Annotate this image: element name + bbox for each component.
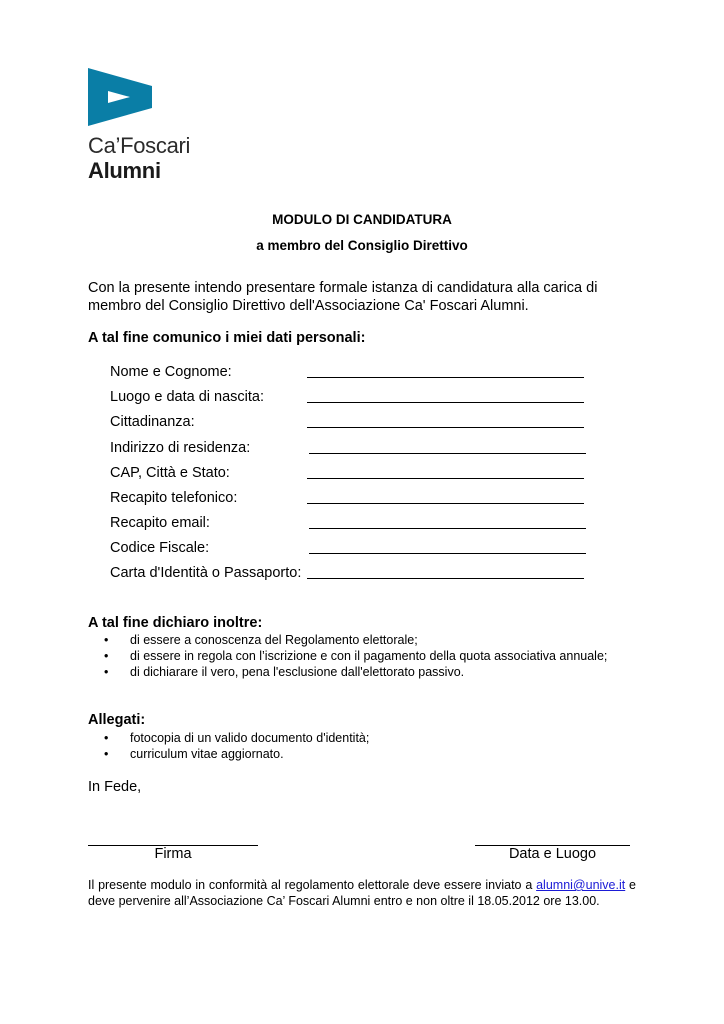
- list-item: • di essere a conoscenza del Regolamento elettorale;: [104, 632, 636, 648]
- field-line-id-document[interactable]: [307, 578, 584, 579]
- brand-name: Ca’Foscari: [88, 133, 191, 158]
- field-label-cap: CAP, Città e Stato:: [110, 465, 230, 481]
- form-title: MODULO DI CANDIDATURA: [272, 212, 452, 227]
- email-link[interactable]: alumni@unive.it: [536, 878, 626, 892]
- field-label-email: Recapito email:: [110, 515, 210, 531]
- field-label-address: Indirizzo di residenza:: [110, 440, 251, 456]
- foscari-logo-icon: [88, 68, 152, 126]
- footer-note: [88, 877, 636, 909]
- field-line-name[interactable]: [307, 377, 584, 378]
- field-line-tax-code[interactable]: [309, 553, 586, 554]
- list-item: • di essere in regola con l’iscrizione e con il pagamento della quota associativa annuale;: [104, 648, 636, 664]
- field-label-tax-code: Codice Fiscale:: [110, 540, 210, 556]
- list-item: • curriculum vitae aggiornato.: [104, 746, 636, 762]
- list-item: • fotocopia di un valido documento d'identità;: [104, 730, 636, 746]
- attachments-list: [104, 730, 636, 762]
- field-line-address[interactable]: [309, 453, 586, 454]
- field-line-birth[interactable]: [307, 402, 584, 403]
- field-label-phone: Recapito telefonico:: [110, 490, 238, 506]
- list-item: • di dichiarare il vero, pena l'esclusione dall'elettorato passivo.: [104, 664, 636, 680]
- signature-label: Firma: [154, 846, 192, 862]
- intro-paragraph: Con la presente intendo presentare formale istanza di candidatura alla carica di membro del Consiglio Direttivo dell'Associazione Ca' Foscari Alumni.: [88, 280, 598, 314]
- footer-text-before: Il presente modulo in conformità al regolamento elettorale deve essere inviato a: [88, 878, 533, 892]
- footer-text-after: e deve pervenire all’Associazione Ca’ Foscari Alumni entro e non oltre il 18.05.2012 ore 13.00.: [88, 878, 636, 908]
- personal-data-heading: A tal fine comunico i miei dati personali:: [88, 330, 366, 346]
- date-place-label: Data e Luogo: [508, 846, 597, 862]
- field-line-cap[interactable]: [307, 478, 584, 479]
- field-line-email[interactable]: [309, 528, 586, 529]
- field-label-birth: Luogo e data di nascita:: [110, 389, 264, 405]
- declarations-list: [104, 632, 636, 680]
- declarations-heading: A tal fine dichiaro inoltre:: [88, 615, 263, 631]
- closing-text: In Fede,: [88, 779, 142, 795]
- brand-subname: Alumni: [88, 158, 161, 183]
- field-label-name: Nome e Cognome:: [110, 364, 232, 380]
- attachments-heading: Allegati:: [88, 712, 146, 728]
- field-label-id-document: Carta d'Identità o Passaporto:: [110, 565, 302, 581]
- field-label-citizenship: Cittadinanza:: [110, 414, 195, 430]
- field-line-phone[interactable]: [307, 503, 584, 504]
- form-subtitle: a membro del Consiglio Direttivo: [256, 238, 468, 253]
- field-line-citizenship[interactable]: [307, 427, 584, 428]
